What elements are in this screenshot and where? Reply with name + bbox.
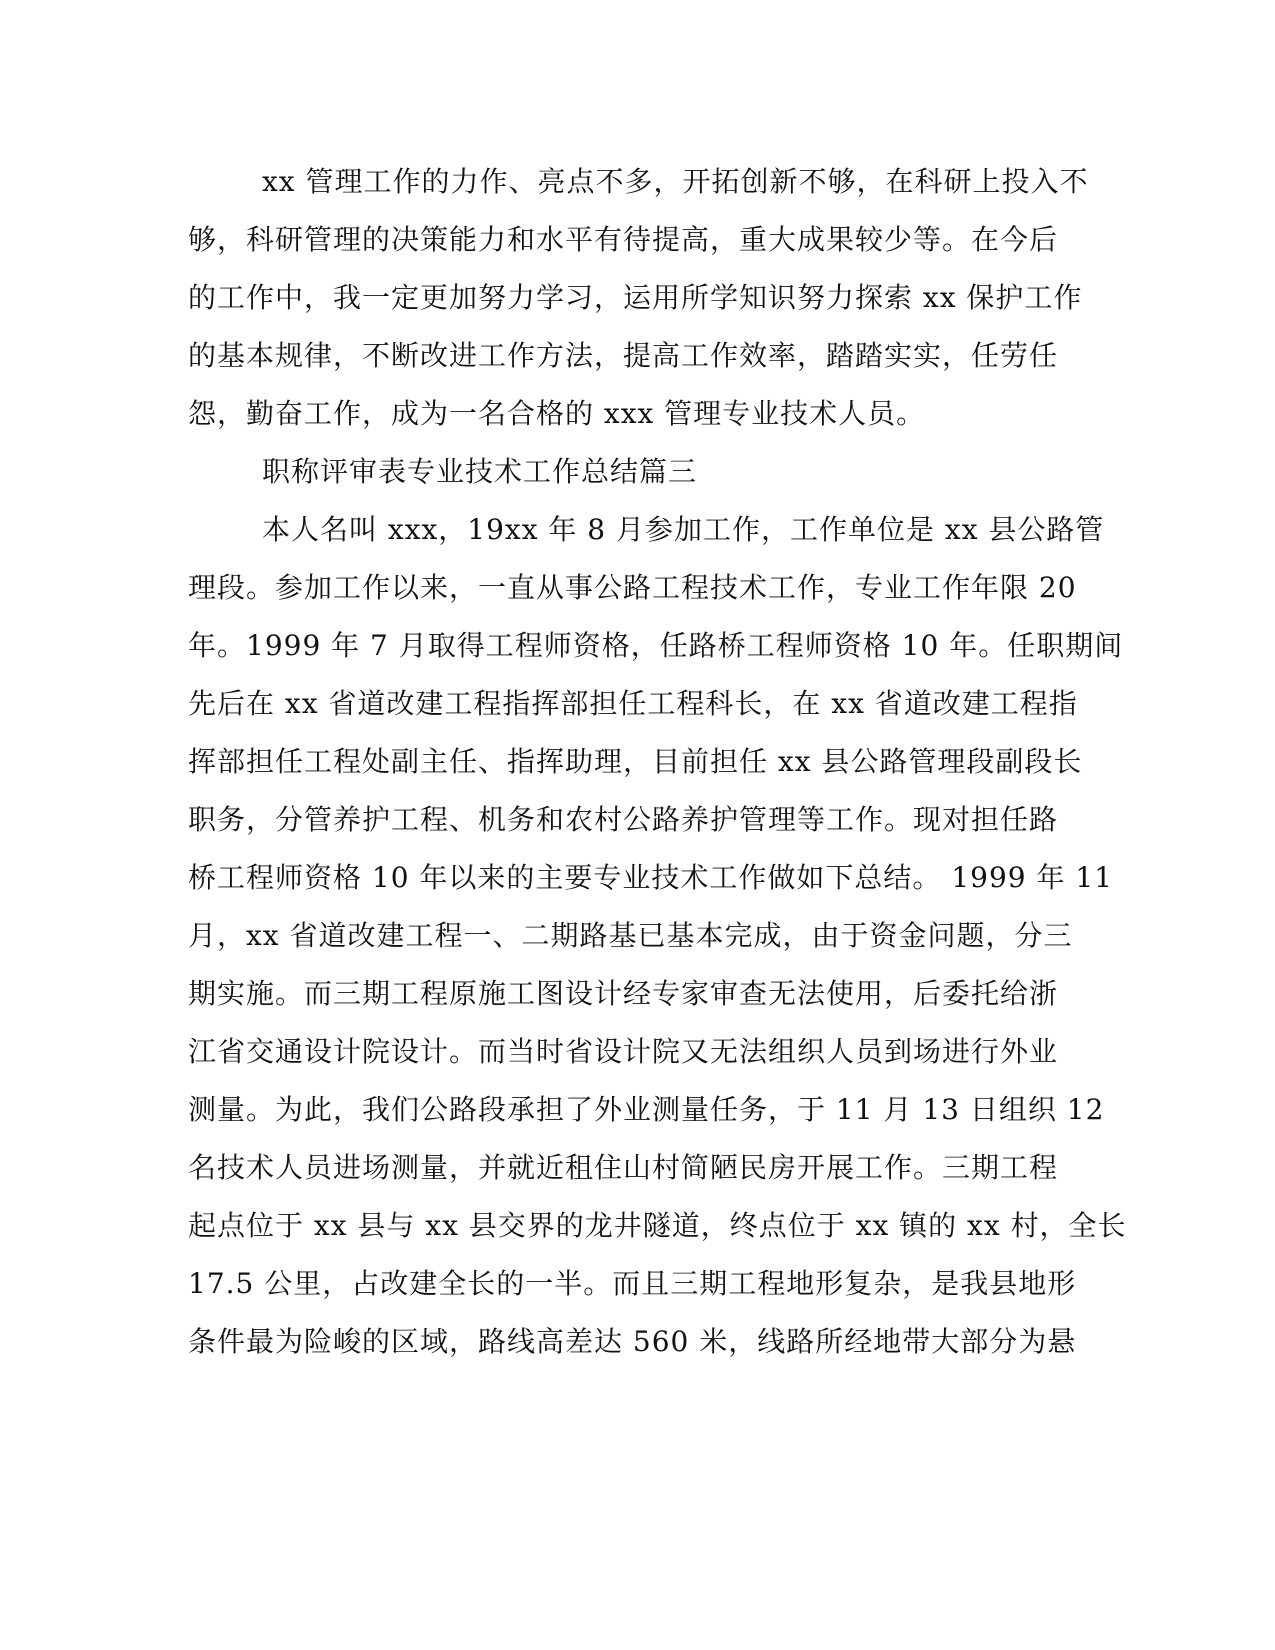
paragraph-line: 本人名叫 xxx，19xx 年 8 月参加工作，工作单位是 xx 县公路管 xyxy=(262,513,1105,546)
paragraph-line: xx 管理工作的力作、亮点不多，开拓创新不够，在科研上投入不 xyxy=(262,165,1089,198)
paragraph-line: 挥部担任工程处副主任、指挥助理，目前担任 xx 县公路管理段副段长 xyxy=(188,745,1083,778)
paragraph-line: 江省交通设计院设计。而当时省设计院又无法组织人员到场进行外业 xyxy=(188,1035,1059,1068)
paragraph-line: 桥工程师资格 10 年以来的主要专业技术工作做如下总结。 1999 年 11 xyxy=(188,861,1114,894)
paragraph-line: 名技术人员进场测量，并就近租住山村简陋民房开展工作。三期工程 xyxy=(188,1151,1059,1184)
paragraph-line: 职务，分管养护工程、机务和农村公路养护管理等工作。现对担任路 xyxy=(188,803,1059,836)
paragraph-line: 起点位于 xx 县与 xx 县交界的龙井隧道，终点位于 xx 镇的 xx 村，全长 xyxy=(188,1209,1127,1242)
section-heading: 职称评审表专业技术工作总结篇三 xyxy=(262,455,698,488)
paragraph-line: 的工作中，我一定更加努力学习，运用所学知识努力探索 xx 保护工作 xyxy=(188,281,1083,314)
paragraph-line: 的基本规律，不断改进工作方法，提高工作效率，踏踏实实，任劳任 xyxy=(188,339,1059,372)
paragraph-line: 月，xx 省道改建工程一、二期路基已基本完成，由于资金问题，分三 xyxy=(188,919,1073,952)
paragraph-line: 17.5 公里，占改建全长的一半。而且三期工程地形复杂，是我县地形 xyxy=(188,1267,1077,1300)
paragraph-line: 怨，勤奋工作，成为一名合格的 xxx 管理专业技术人员。 xyxy=(188,397,926,430)
paragraph-line: 理段。参加工作以来，一直从事公路工程技术工作，专业工作年限 20 xyxy=(188,571,1077,604)
paragraph-line: 先后在 xx 省道改建工程指挥部担任工程科长，在 xx 省道改建工程指 xyxy=(188,687,1078,720)
paragraph-line: 年。1999 年 7 月取得工程师资格，任路桥工程师资格 10 年。任职期间 xyxy=(188,629,1124,662)
paragraph-line: 测量。为此，我们公路段承担了外业测量任务，于 11 月 13 日组织 12 xyxy=(188,1093,1105,1126)
paragraph-line: 条件最为险峻的区域，路线高差达 560 米，线路所经地带大部分为悬 xyxy=(188,1325,1077,1358)
paragraph-line: 够，科研管理的决策能力和水平有待提高，重大成果较少等。在今后 xyxy=(188,223,1059,256)
paragraph-line: 期实施。而三期工程原施工图设计经专家审查无法使用，后委托给浙 xyxy=(188,977,1059,1010)
